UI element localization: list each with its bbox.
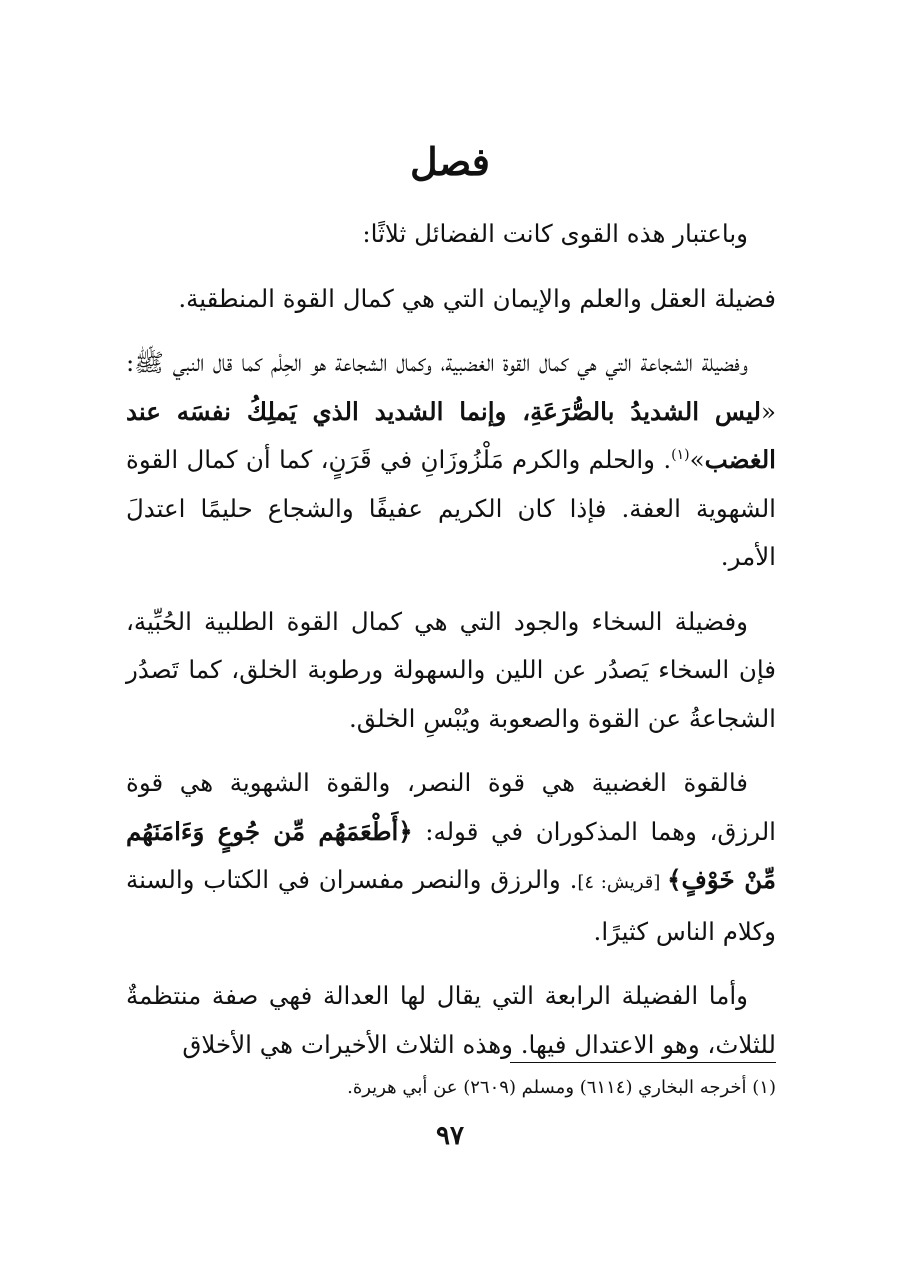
paragraph-3-rest: . والحلم والكرم مَلْزُوزَانِ في قَرَنٍ، كما أن كمال القوة الشهوية العفة. فإذا كان الكريم عفيفًا والشجاع حليمًا اعتدلَ الأمر. xyxy=(126,445,776,571)
paragraph-5-intro: فالقوة الغضبية هي قوة النصر، والقوة الشهوية هي قوة الرزق، وهما المذكوران في قوله: xyxy=(126,768,776,846)
paragraph-6: وأما الفضيلة الرابعة التي يقال لها العدالة فهي صفة منتظمةٌ للثلاث، وهو الاعتدال فيها. وهذه الثلاث الأخيرات هي الأخلاق xyxy=(126,981,776,1059)
paragraph-5 xyxy=(126,759,776,956)
paragraph-2: فضيلة العقل والعلم والإيمان التي هي كمال القوة المنطقية. xyxy=(178,283,776,313)
chapter-title: فصل xyxy=(410,139,490,184)
footnote: (١) أخرجه البخاري (٦١١٤) ومسلم (٢٦٠٩) عن أبي هريرة. xyxy=(347,1077,776,1098)
quote-close: » xyxy=(689,445,705,474)
paragraph-4: وفضيلة السخاء والجود التي هي كمال القوة الطلبية الحُبِّية، فإن السخاء يَصدُر عن اللين والسهولة ورطوبة الخلق، كما تَصدُر الشجاعةُ عن القوة والصعوبة ويُبْسِ الخلق. xyxy=(126,606,776,733)
paragraph-3 xyxy=(126,339,776,582)
quran-verse: ﴿أَطْعَمَهُم مِّن جُوعٍ وَءَامَنَهُم مِّنْ خَوْفٍ﴾ xyxy=(126,816,776,894)
paragraph-5-rest: . والرزق والنصر مفسران في الكتاب والسنة وكلام الناس كثيرًا. xyxy=(126,865,776,946)
footnote-divider xyxy=(510,1062,776,1063)
paragraph-1: وباعتبار هذه القوى كانت الفضائل ثلاثًا: xyxy=(362,219,748,248)
main-text xyxy=(126,210,776,1085)
verse-reference: [قريش: ٤] xyxy=(577,872,668,893)
paragraph-3-intro: وفضيلة الشجاعة التي هي كمال القوة الغضبية، وكمال الشجاعة هو الحِلْم كما قال النبي ﷺ: « xyxy=(126,348,776,426)
hadith-quote: ليس الشديدُ بالصُّرَعَةِ، وإنما الشديد الذي يَملِكُ نفسَه عند الغضب xyxy=(126,396,776,474)
page-number: ٩٧ xyxy=(436,1121,464,1151)
footnote-marker[interactable]: (١) xyxy=(671,446,690,463)
